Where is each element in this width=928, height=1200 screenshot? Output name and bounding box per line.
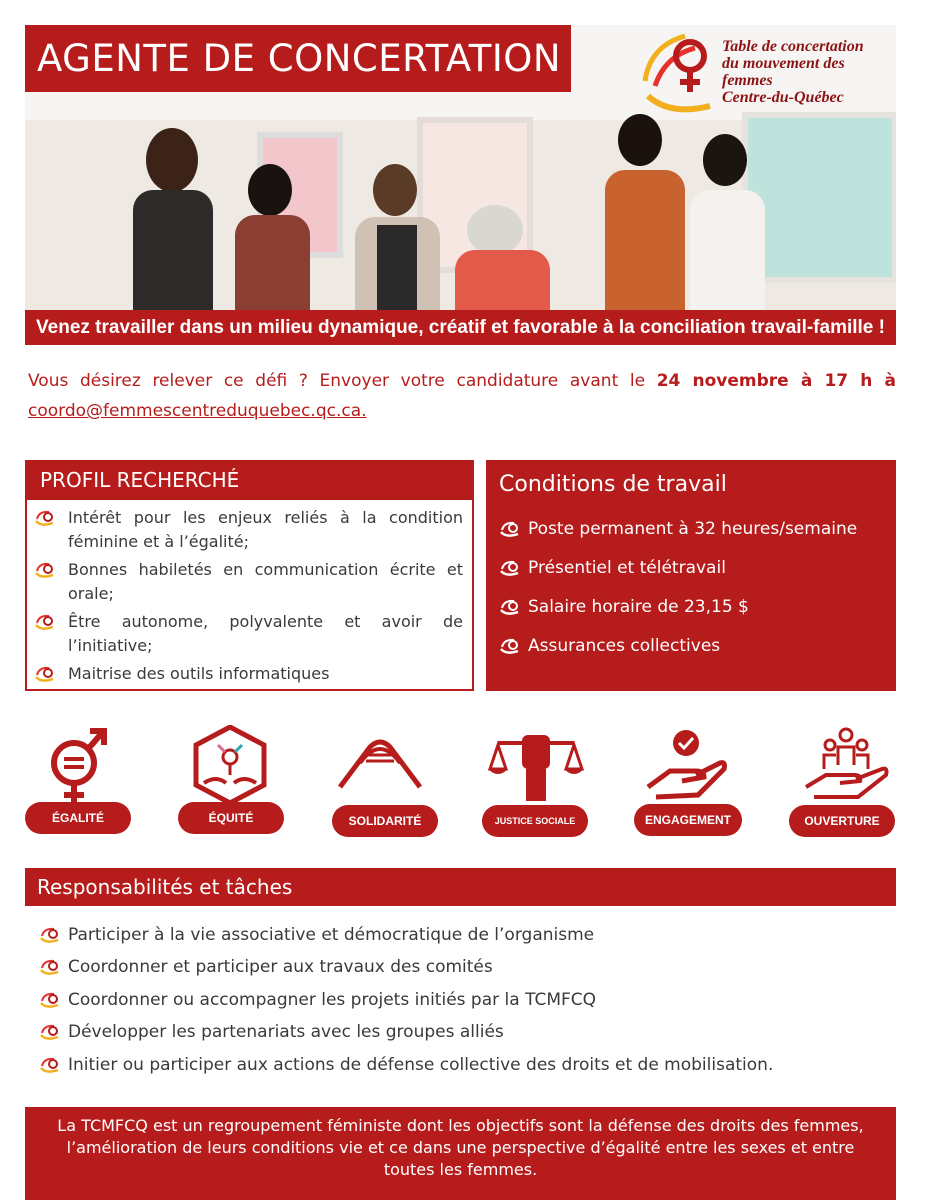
tagline-banner: Venez travailler dans un milieu dynamique, créatif et favorable à la conciliation travail-famille ! <box>25 310 896 345</box>
intro-paragraph <box>28 367 896 395</box>
profil-item-text: Intérêt pour les enjeux reliés à la condition féminine et à l’égalité; <box>68 508 463 551</box>
swirl-bullet-icon <box>498 559 526 577</box>
page-title: AGENTE DE CONCERTATION <box>25 25 571 92</box>
value-pill-engagement: ENGAGEMENT <box>634 804 742 836</box>
equity-hands-icon <box>180 725 280 805</box>
logo-line: du mouvement des femmes <box>722 55 845 89</box>
responsabilite-item <box>38 988 888 1012</box>
swirl-bullet-icon <box>38 958 66 976</box>
swirl-bullet-icon <box>38 1023 66 1041</box>
swirl-bullet-icon <box>33 613 61 631</box>
responsabilite-item-text: Participer à la vie associative et démocratique de l’organisme <box>68 925 595 945</box>
swirl-bullet-icon <box>33 665 61 683</box>
condition-item <box>498 556 893 580</box>
female-symbol-logo-icon <box>640 26 722 118</box>
value-pill-solidarite: SOLIDARITÉ <box>332 805 438 837</box>
profil-item-text: Bonnes habiletés en communication écrite et orale; <box>68 560 463 603</box>
ouverture-people-hand-icon <box>796 725 896 805</box>
condition-item <box>498 634 893 658</box>
responsabilite-item-text: Coordonner et participer aux travaux des comités <box>68 957 493 977</box>
swirl-bullet-icon <box>33 561 61 579</box>
gender-equality-icon <box>28 725 128 805</box>
value-pill-ouverture: OUVERTURE <box>789 805 895 837</box>
logo-text <box>722 38 892 106</box>
condition-item-text: Poste permanent à 32 heures/semaine <box>528 519 858 539</box>
responsabilite-item <box>38 923 888 947</box>
swirl-bullet-icon <box>33 509 61 527</box>
value-pill-equite: ÉQUITÉ <box>178 802 284 834</box>
condition-item-text: Salaire horaire de 23,15 $ <box>528 597 749 617</box>
contact-email-link[interactable]: coordo@femmescentreduquebec.qc.ca. <box>28 401 367 421</box>
responsabilite-item <box>38 1053 888 1077</box>
profil-item <box>33 558 463 606</box>
responsabilites-heading: Responsabilités et tâches <box>25 868 896 906</box>
profil-item-text: Maitrise des outils informatiques <box>68 664 330 683</box>
swirl-bullet-icon <box>38 1056 66 1074</box>
condition-item-text: Présentiel et télétravail <box>528 558 726 578</box>
profil-item <box>33 610 463 658</box>
swirl-bullet-icon <box>498 598 526 616</box>
justice-scale-fist-icon <box>486 725 586 805</box>
profil-item <box>33 506 463 554</box>
responsabilite-item-text: Initier ou participer aux actions de défense collective des droits et de mobilisation. <box>68 1055 774 1075</box>
condition-item <box>498 595 893 619</box>
footer-mission-statement: La TCMFCQ est un regroupement féministe dont les objectifs sont la défense des droits des femmes, l’amélioration de leurs conditions vie et ce dans une perspective d’égalité entre les sexes et entre toutes les femmes. <box>25 1107 896 1200</box>
profil-item-text: Être autonome, polyvalente et avoir de l’initiative; <box>68 612 463 655</box>
logo-line: Centre-du-Québec <box>722 89 844 106</box>
swirl-bullet-icon <box>498 637 526 655</box>
responsabilite-item <box>38 955 888 979</box>
swirl-bullet-icon <box>38 991 66 1009</box>
condition-item <box>498 517 893 541</box>
logo-line: Table de concertation <box>722 38 864 55</box>
handshake-icon <box>330 725 430 805</box>
swirl-bullet-icon <box>38 926 66 944</box>
responsabilite-item-text: Développer les partenariats avec les groupes alliés <box>68 1022 504 1042</box>
intro-deadline: 24 novembre à 17 h à <box>656 371 896 391</box>
profil-heading: PROFIL RECHERCHÉ <box>25 460 474 500</box>
conditions-heading: Conditions de travail <box>499 472 727 497</box>
value-pill-egalite: ÉGALITÉ <box>25 802 131 834</box>
value-pill-justice-sociale: JUSTICE SOCIALE <box>482 805 588 837</box>
engagement-hand-check-icon <box>636 725 736 805</box>
responsabilite-item-text: Coordonner ou accompagner les projets initiés par la TCMFCQ <box>68 990 597 1010</box>
responsabilite-item <box>38 1020 888 1044</box>
swirl-bullet-icon <box>498 520 526 538</box>
condition-item-text: Assurances collectives <box>528 636 721 656</box>
intro-text: Vous désirez relever ce défi ? Envoyer votre candidature avant le <box>28 371 657 391</box>
profil-item <box>33 662 463 686</box>
